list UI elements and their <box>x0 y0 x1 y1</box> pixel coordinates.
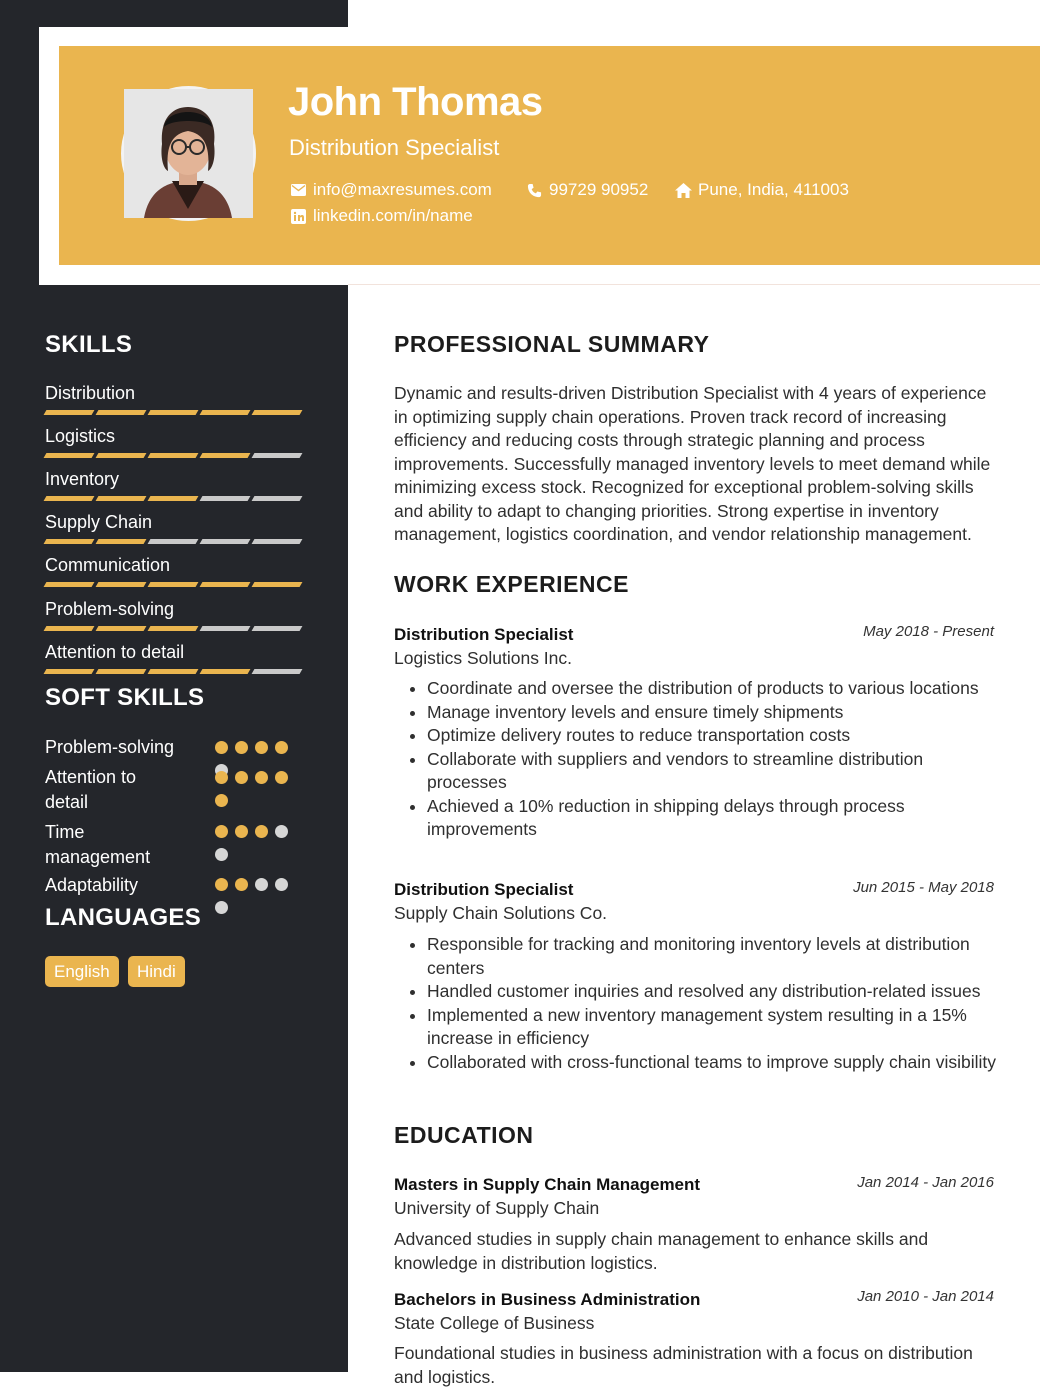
header-divider <box>348 284 1040 285</box>
summary-heading: PROFESSIONAL SUMMARY <box>394 331 710 357</box>
job-title: Distribution Specialist <box>394 880 574 899</box>
soft-skill-name: Time management <box>45 822 151 867</box>
contact-phone[interactable] <box>525 180 648 200</box>
avatar <box>121 86 256 221</box>
education-heading: EDUCATION <box>394 1122 534 1148</box>
skill-rating-bar <box>45 582 301 587</box>
skill-item <box>45 512 305 533</box>
soft-skill-rating-dots <box>215 771 295 807</box>
job-bullets <box>394 933 1004 1074</box>
skill-name: Supply Chain <box>45 512 153 532</box>
skill-rating-bar <box>45 453 301 458</box>
soft-skill-name: Attention to detail <box>45 767 137 812</box>
envelope-icon <box>289 181 307 199</box>
experience-heading: WORK EXPERIENCE <box>394 571 629 597</box>
skill-item <box>45 426 305 447</box>
skill-name: Problem-solving <box>45 599 175 619</box>
job-bullet: • Coordinate and oversee the distribution of products to various locations <box>427 677 1004 701</box>
job-bullet: • Implemented a new inventory management system resulting in a 15% increase in efficiency <box>427 1004 1004 1051</box>
degree-title: Masters in Supply Chain Management <box>394 1175 701 1194</box>
job-bullet: • Manage inventory levels and ensure timely shipments <box>427 701 1004 725</box>
job-title: Distribution Specialist <box>394 625 574 644</box>
contact-linkedin[interactable] <box>289 206 473 226</box>
skill-rating-bar <box>45 669 301 674</box>
email-text: info@maxresumes.com <box>313 180 492 199</box>
education-dates: Jan 2014 - Jan 2016 <box>857 1174 994 1191</box>
language-badge: English <box>45 956 119 987</box>
candidate-title: Distribution Specialist <box>289 135 500 160</box>
job-company: Supply Chain Solutions Co. <box>394 903 608 923</box>
job-bullet: • Optimize delivery routes to reduce transportation costs <box>427 724 1004 748</box>
job-bullet: • Responsible for tracking and monitoring inventory levels at distribution centers <box>427 933 1004 980</box>
job-bullet: • Collaborated with cross-functional teams to improve supply chain visibility <box>427 1051 1004 1075</box>
skill-item <box>45 383 305 404</box>
skill-rating-bar <box>45 410 301 415</box>
location-text: Pune, India, 411003 <box>698 180 849 199</box>
school-name: University of Supply Chain <box>394 1198 600 1218</box>
soft-skill-rating-dots <box>215 825 295 861</box>
job-dates: May 2018 - Present <box>863 623 994 640</box>
skill-name: Distribution <box>45 383 136 403</box>
phone-icon <box>525 181 543 199</box>
skill-rating-bar <box>45 539 301 544</box>
contact-email[interactable] <box>289 180 492 200</box>
skill-item <box>45 642 305 663</box>
skill-item <box>45 555 305 576</box>
skill-item <box>45 599 305 620</box>
languages-heading: LANGUAGES <box>45 904 202 931</box>
skill-name: Attention to detail <box>45 642 185 662</box>
education-description: Advanced studies in supply chain management to enhance skills and knowledge in distribution logistics. <box>394 1229 929 1273</box>
soft-skills-heading: SOFT SKILLS <box>45 684 205 711</box>
phone-text: 99729 90952 <box>549 180 649 199</box>
job-company: Logistics Solutions Inc. <box>394 648 573 668</box>
job-bullet: • Handled customer inquiries and resolved any distribution-related issues <box>427 980 1004 1004</box>
profile-photo <box>124 89 253 218</box>
linkedin-text: linkedin.com/in/name <box>313 206 473 225</box>
contact-location <box>674 180 849 200</box>
job-bullet: • Collaborate with suppliers and vendors to streamline distribution processes <box>427 748 1004 795</box>
skill-item <box>45 469 305 490</box>
degree-title: Bachelors in Business Administration <box>394 1290 701 1309</box>
skills-heading: SKILLS <box>45 331 133 358</box>
job-bullets <box>394 677 1004 842</box>
soft-skill-name: Problem-solving <box>45 737 175 757</box>
skill-name: Inventory <box>45 469 120 489</box>
education-dates: Jan 2010 - Jan 2014 <box>857 1288 994 1305</box>
skill-rating-bar <box>45 496 301 501</box>
skill-name: Logistics <box>45 426 116 446</box>
linkedin-icon <box>289 207 307 225</box>
soft-skill-rating-dots <box>215 878 295 914</box>
summary-text: Dynamic and results-driven Distribution Specialist with 4 years of experience in optimizing supply chain operations. Proven track record of increasing efficiency and reducing costs through strategic planning and process improvements. Successfully managed inventory levels to meet demand while minimizing excess stock. Recognized for exceptional problem-solving skills and ability to adapt to changing priorities. Strong expertise in inventory management, logistics coordination, and vendor relationship management. <box>394 383 991 544</box>
soft-skill-name: Adaptability <box>45 875 139 895</box>
school-name: State College of Business <box>394 1313 595 1333</box>
job-dates: Jun 2015 - May 2018 <box>853 879 994 896</box>
skill-rating-bar <box>45 626 301 631</box>
job-bullet: • Achieved a 10% reduction in shipping delays through process improvements <box>427 795 1004 842</box>
skill-name: Communication <box>45 555 171 575</box>
education-description: Foundational studies in business administration with a focus on distribution and logistics. <box>394 1343 973 1387</box>
language-badge: Hindi <box>128 956 185 987</box>
candidate-name: John Thomas <box>288 80 543 124</box>
home-icon <box>674 181 692 199</box>
